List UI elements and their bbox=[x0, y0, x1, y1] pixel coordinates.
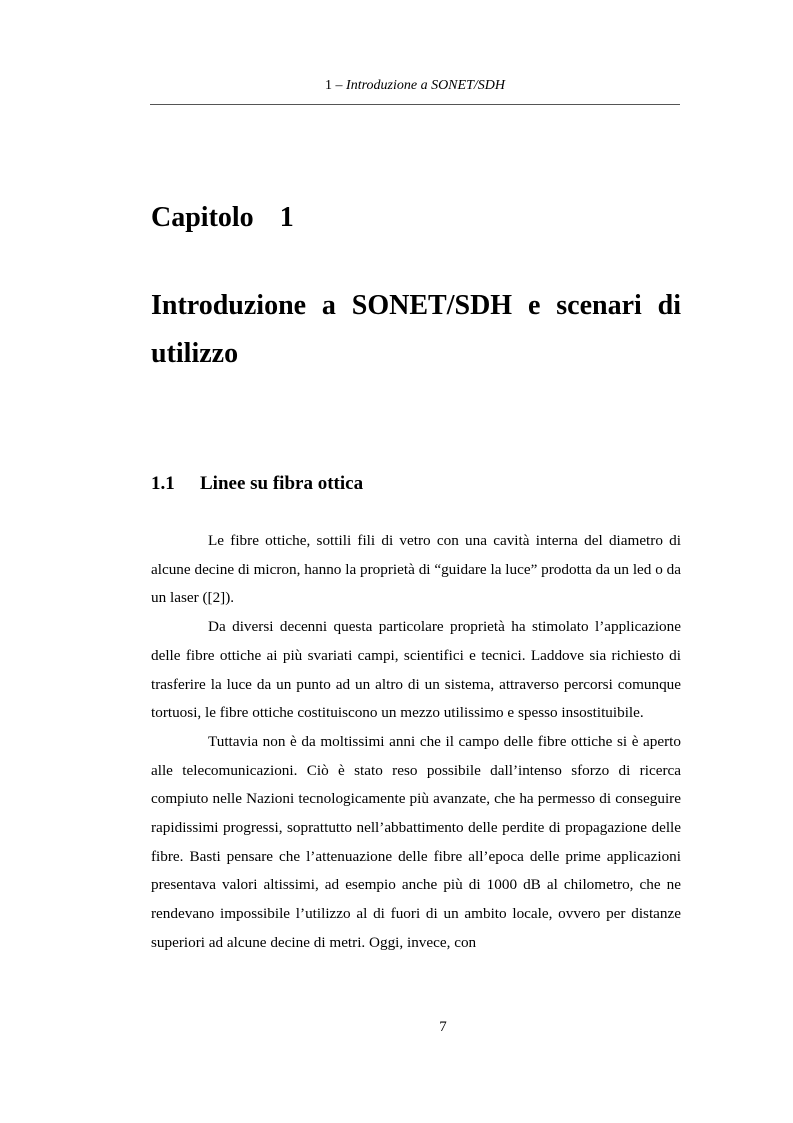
paragraph: Tuttavia non è da moltissimi anni che il campo delle fibre ottiche si è aperto alle telecomunicazioni. Ciò è stato reso possibile dall’intenso sforzo di ricerca compiuto nelle Nazioni tecnologicamente più avanzate, che ha permesso di conseguire rapidissimi progressi, soprattutto nell’abbattimento delle perdite di propagazione delle fibre. Basti pensare che l’attenuazione delle fibre all’epoca delle prime applicazioni presentava valori altissimi, ad esempio anche più di 1000 dB al chilometro, che ne rendevano impossibile l’utilizzo al di fuori di un ambito locale, ovvero per distanze superiori ad alcune decine di metri. Oggi, invece, con bbox=[151, 732, 681, 951]
header-chapter-title: Introduzione a SONET/SDH bbox=[346, 78, 505, 93]
header-chapter-number: 1 bbox=[325, 78, 333, 93]
chapter-title: Introduzione a SONET/SDH e scenari di utilizzo bbox=[151, 290, 681, 369]
section-heading bbox=[151, 471, 363, 497]
header-separator: – bbox=[332, 78, 347, 93]
paragraph: Le fibre ottiche, sottili fili di vetro con una cavità interna del diametro di alcune decine di micron, hanno la proprietà di “guidare la luce” prodotta da un led o da un laser ([2]). bbox=[151, 532, 681, 607]
page-number: 7 bbox=[439, 1019, 447, 1035]
running-header bbox=[150, 77, 680, 95]
section-title: Linee su fibra ottica bbox=[200, 473, 364, 494]
chapter-label bbox=[151, 198, 294, 238]
paragraph: Da diversi decenni questa particolare proprietà ha stimolato l’applicazione delle fibre ottiche ai più svariati campi, scientifici e tecnici. Laddove sia richiesto di trasferire la luce da un punto ad un altro di un sistema, attraverso percorsi comunque tortuosi, le fibre ottiche costituiscono un mezzo utilissimo e spesso insostituibile. bbox=[151, 618, 681, 722]
body-text bbox=[151, 527, 681, 958]
chapter-number: 1 bbox=[279, 202, 294, 233]
header-divider bbox=[150, 104, 680, 105]
chapter-word: Capitolo bbox=[151, 202, 254, 233]
section-number: 1.1 bbox=[151, 473, 175, 494]
